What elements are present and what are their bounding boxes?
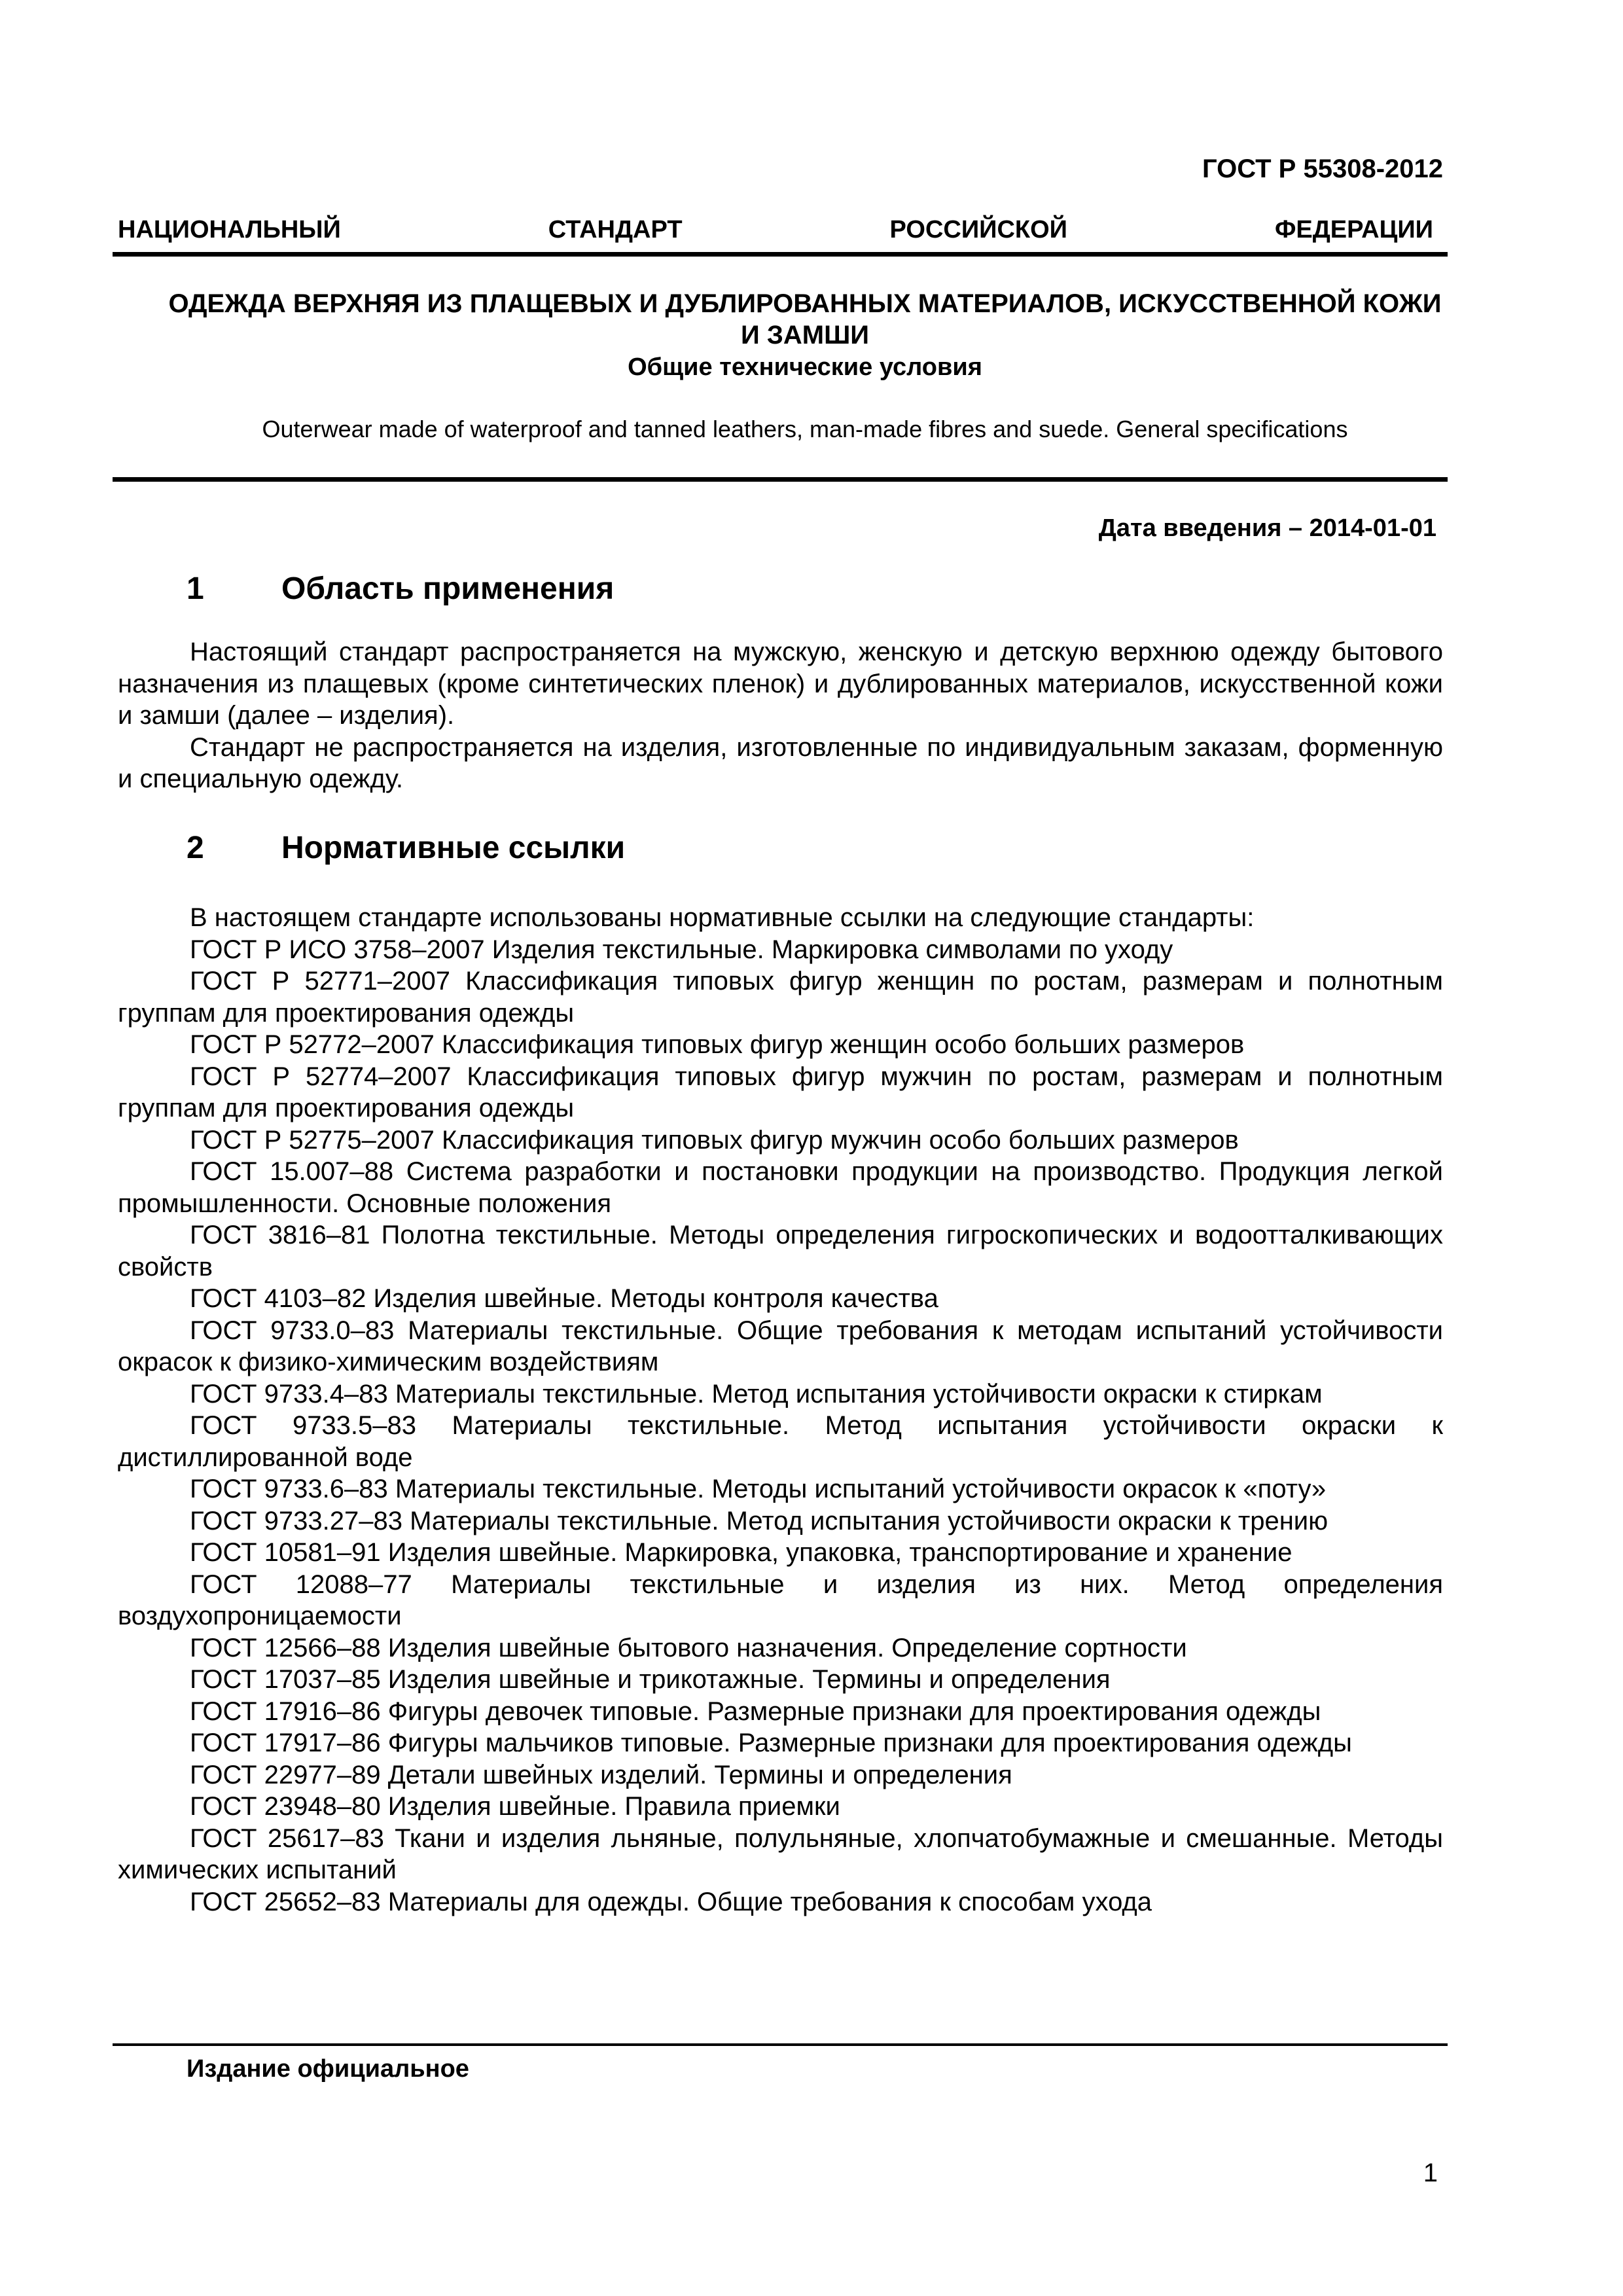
banner-word: РОССИЙСКОЙ: [889, 216, 1067, 243]
section-title: Область применения: [281, 571, 615, 606]
section-heading-references: [187, 830, 625, 866]
document-code: ГОСТ Р 55308-2012: [1202, 154, 1443, 183]
reference-item: ГОСТ 17916–86 Фигуры девочек типовые. Размерные признаки для проектирования одежды: [190, 1696, 1321, 1726]
reference-item: ГОСТ 22977–89 Детали швейных изделий. Термины и определения: [190, 1760, 1012, 1789]
reference-item: ГОСТ 23948–80 Изделия швейные. Правила приемки: [190, 1792, 840, 1821]
reference-item: ГОСТ 9733.6–83 Материалы текстильные. Методы испытаний устойчивости окрасок к «поту»: [190, 1475, 1327, 1503]
reference-item: ГОСТ 17037–85 Изделия швейные и трикотажные. Термины и определения: [190, 1665, 1111, 1694]
section-references-body: [118, 902, 1443, 1918]
english-title: Outerwear made of waterproof and tanned leathers, man-made fibres and suede. General specifications: [262, 416, 1348, 442]
section-heading-scope: [187, 571, 614, 607]
footer-rule: [113, 2043, 1448, 2046]
reference-item: ГОСТ 4103–82 Изделия швейные. Методы контроля качества: [190, 1284, 938, 1313]
reference-item: ГОСТ Р 52774–2007 Классификация типовых фигур мужчин по ростам, размерам и полнотным группам для проектирования одежды: [118, 1062, 1443, 1122]
document-title: ОДЕЖДА ВЕРХНЯЯ ИЗ ПЛАЩЕВЫХ И ДУБЛИРОВАННЫХ МАТЕРИАЛОВ, ИСКУССТВЕННОЙ КОЖИ И ЗАМШИ: [168, 289, 1442, 350]
reference-item: ГОСТ 25652–83 Материалы для одежды. Общие требования к способам ухода: [190, 1887, 1152, 1916]
introduction-date: Дата введения – 2014-01-01: [1098, 514, 1436, 542]
section-scope-body: [118, 636, 1443, 795]
national-standard-banner: [118, 216, 1433, 244]
paragraph: Стандарт не распространяется на изделия, изготовленные по индивидуальным заказам, форменную и специальную одежду.: [118, 732, 1443, 793]
reference-item: ГОСТ 12566–88 Изделия швейные бытового назначения. Определение сортности: [190, 1633, 1187, 1662]
section-title: Нормативные ссылки: [281, 831, 626, 865]
reference-item: ГОСТ 10581–91 Изделия швейные. Маркировка, упаковка, транспортирование и хранение: [190, 1538, 1293, 1567]
reference-item: ГОСТ 9733.4–83 Материалы текстильные. Метод испытания устойчивости окраски к стиркам: [190, 1379, 1323, 1408]
reference-item: ГОСТ 9733.27–83 Материалы текстильные. Метод испытания устойчивости окраски к трению: [190, 1506, 1329, 1535]
reference-item: ГОСТ Р ИСО 3758–2007 Изделия текстильные. Маркировка символами по уходу: [190, 935, 1173, 964]
reference-list: [118, 934, 1443, 1918]
header-rule: [113, 252, 1448, 257]
reference-item: ГОСТ Р 52772–2007 Классификация типовых фигур женщин особо больших размеров: [190, 1030, 1245, 1059]
section-number: 2: [187, 831, 204, 865]
banner-word: НАЦИОНАЛЬНЫЙ: [118, 216, 341, 243]
reference-item: ГОСТ 9733.0–83 Материалы текстильные. Общие требования к методам испытаний устойчивости окрасок к физико-химическим воздействиям: [118, 1316, 1443, 1376]
section-number: 1: [187, 571, 204, 606]
reference-item: ГОСТ Р 52771–2007 Классификация типовых фигур женщин по ростам, размерам и полнотным группам для проектирования одежды: [118, 967, 1443, 1028]
reference-item: ГОСТ 17917–86 Фигуры мальчиков типовые. Размерные признаки для проектирования одежды: [190, 1729, 1352, 1757]
references-intro: В настоящем стандарте использованы нормативные ссылки на следующие стандарты:: [190, 903, 1255, 932]
official-edition-label: Издание официальное: [187, 2055, 469, 2083]
reference-item: ГОСТ 12088–77 Материалы текстильные и изделия из них. Метод определения воздухопроницаемости: [118, 1570, 1443, 1630]
banner-word: ФЕДЕРАЦИИ: [1274, 216, 1433, 243]
reference-item: ГОСТ 9733.5–83 Материалы текстильные. Метод испытания устойчивости окраски к дистиллированной воде: [118, 1411, 1443, 1472]
reference-item: ГОСТ Р 52775–2007 Классификация типовых фигур мужчин особо больших размеров: [190, 1125, 1239, 1155]
reference-item: ГОСТ 3816–81 Полотна текстильные. Методы определения гигроскопических и водоотталкивающих свойств: [118, 1221, 1443, 1282]
paragraph: Настоящий стандарт распространяется на мужскую, женскую и детскую верхнюю одежду бытового назначения из плащевых (кроме синтетических пленок) и дублированных материалов, искусственной кожи и замши (далее – изделия).: [118, 637, 1443, 730]
document-subtitle: Общие технические условия: [628, 353, 982, 381]
title-rule: [113, 477, 1448, 482]
banner-word: СТАНДАРТ: [548, 216, 683, 243]
reference-item: ГОСТ 25617–83 Ткани и изделия льняные, полульняные, хлопчатобумажные и смешанные. Методы химических испытаний: [118, 1823, 1443, 1884]
reference-item: ГОСТ 15.007–88 Система разработки и постановки продукции на производство. Продукция легкой промышленности. Основные положения: [118, 1157, 1443, 1218]
page-number: 1: [1423, 2159, 1438, 2187]
